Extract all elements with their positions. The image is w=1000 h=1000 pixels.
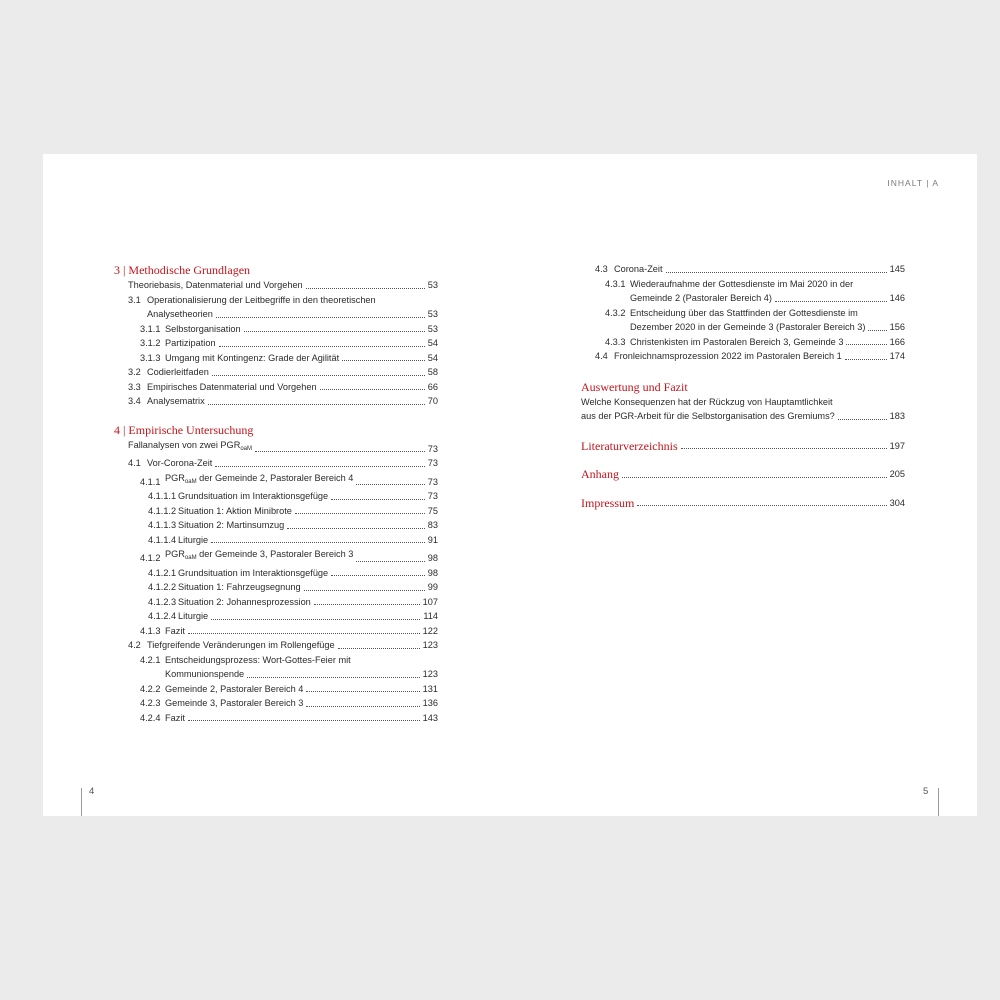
toc-entry[interactable]: 4.3.2 Entscheidung über das Stattfinden der Gottesdienste im: [605, 307, 858, 318]
toc-entry[interactable]: 4.2.3 Gemeinde 3, Pastoraler Bereich 3 136: [140, 698, 438, 708]
toc-entry[interactable]: 4.4 Fronleichnamsprozession 2022 im Pastoralen Bereich 1 174: [595, 351, 905, 361]
toc-entry-continuation[interactable]: Gemeinde 2 (Pastoraler Bereich 4) 146: [630, 293, 905, 303]
toc-entry[interactable]: 4.1.1 $PGR_{oaM}$ der Gemeinde 2, Pastoraler Bereich 4 73: [140, 472, 438, 487]
toc-entry[interactable]: 4.1.2.4 Liturgie 114: [148, 611, 438, 621]
toc-entry[interactable]: 4.1.1.2 Situation 1: Aktion Minibrote 75: [148, 505, 438, 516]
toc-entry-continuation[interactable]: Dezember 2020 in der Gemeinde 3 (Pastoraler Bereich 3) 156: [630, 322, 905, 332]
crop-mark-right: [938, 788, 939, 816]
toc-entry[interactable]: 4.3.3 Christenkisten im Pastoralen Bereich 3, Gemeinde 3 166: [605, 336, 905, 347]
toc-entry-impressum[interactable]: Impressum 304: [581, 495, 905, 510]
section-heading-fazit: Auswertung und Fazit: [581, 379, 688, 394]
toc-entry[interactable]: 3.2 Codierleitfaden 58: [128, 367, 438, 377]
toc-entry[interactable]: 4.1.2.1 Grundsituation im Interaktionsgefüge 98: [148, 567, 438, 578]
page-number-left: 4: [89, 786, 95, 797]
toc-entry[interactable]: 4.1.2 $PGR_{oaM}$ der Gemeinde 3, Pastoraler Bereich 3 98: [140, 549, 438, 563]
toc-entry-literatur[interactable]: Literaturverzeichnis 197: [581, 438, 905, 453]
page-number-right: 5: [923, 786, 929, 797]
chapter-heading-3: 3 | Methodische Grundlagen: [114, 263, 251, 277]
toc-left-column: [114, 262, 438, 725]
toc-entry[interactable]: Welche Konsequenzen hat der Rückzug von Hauptamtlichkeit: [581, 396, 833, 407]
toc-entry[interactable]: 3.1.3 Umgang mit Kontingenz: Grade der Agilität 54: [140, 352, 438, 363]
toc-entry[interactable]: 4.1.1.4 Liturgie 91: [148, 534, 438, 545]
toc-entry[interactable]: 4.1.1.3 Situation 2: Martinsumzug 83: [148, 520, 438, 530]
toc-entry[interactable]: 4.2 Tiefgreifende Veränderungen im Rollengefüge 123: [128, 640, 438, 650]
toc-entry[interactable]: 4.1 Vor-Corona-Zeit 73: [128, 458, 438, 468]
chapter-heading-4: 4 | Empirische Untersuchung: [114, 422, 254, 437]
toc-entry[interactable]: 4.1.1.1 Grundsituation im Interaktionsgefüge 73: [148, 491, 438, 501]
toc-entry[interactable]: 3.1.2 Partizipation 54: [140, 338, 438, 348]
toc-entry[interactable]: 4.1.2.2 Situation 1: Fahrzeugsegnung 99: [148, 582, 438, 592]
toc-entry[interactable]: 3.3 Empirisches Datenmaterial und Vorgehen 66: [128, 381, 438, 392]
toc-entry-continuation[interactable]: aus der PGR-Arbeit für die Selbstorganisation des Gremiums? 183: [581, 411, 905, 421]
toc-entry[interactable]: 3.1 Operationalisierung der Leitbegriffe in den theoretischen: [128, 294, 376, 305]
crop-mark-left: [81, 788, 82, 816]
toc-entry[interactable]: 4.2.1 Entscheidungsprozess: Wort-Gottes-Feier mit: [140, 654, 351, 665]
book-spread: [43, 154, 977, 816]
toc-entry[interactable]: 3.4 Analysematrix 70: [128, 396, 438, 406]
toc-right-column: [581, 262, 905, 510]
toc-entry-anhang[interactable]: Anhang 205: [581, 467, 905, 481]
toc-entry[interactable]: 4.1.2.3 Situation 2: Johannesprozession 107: [148, 596, 438, 607]
toc-entry[interactable]: Fallanalysen von zwei $PGR_{oaM}$ 73: [128, 439, 438, 454]
toc-entry[interactable]: 4.3 Corona-Zeit 145: [595, 264, 905, 274]
toc-entry[interactable]: 4.1.3 Fazit 122: [140, 625, 438, 636]
toc-entry[interactable]: 4.3.1 Wiederaufnahme der Gottesdienste im Mai 2020 in der: [605, 278, 854, 289]
toc-entry[interactable]: Theoriebasis, Datenmaterial und Vorgehen 53: [128, 280, 438, 290]
toc-entry[interactable]: 4.2.4 Fazit 143: [140, 712, 438, 723]
toc-entry-continuation[interactable]: Analysetheorien 53: [147, 309, 438, 319]
toc-entry[interactable]: 3.1.1 Selbstorganisation 53: [140, 323, 438, 334]
toc-entry[interactable]: 4.2.2 Gemeinde 2, Pastoraler Bereich 4 131: [140, 683, 438, 694]
running-head: INHALT | A: [887, 178, 939, 188]
toc-entry-continuation[interactable]: Kommunionspende 123: [165, 669, 438, 679]
